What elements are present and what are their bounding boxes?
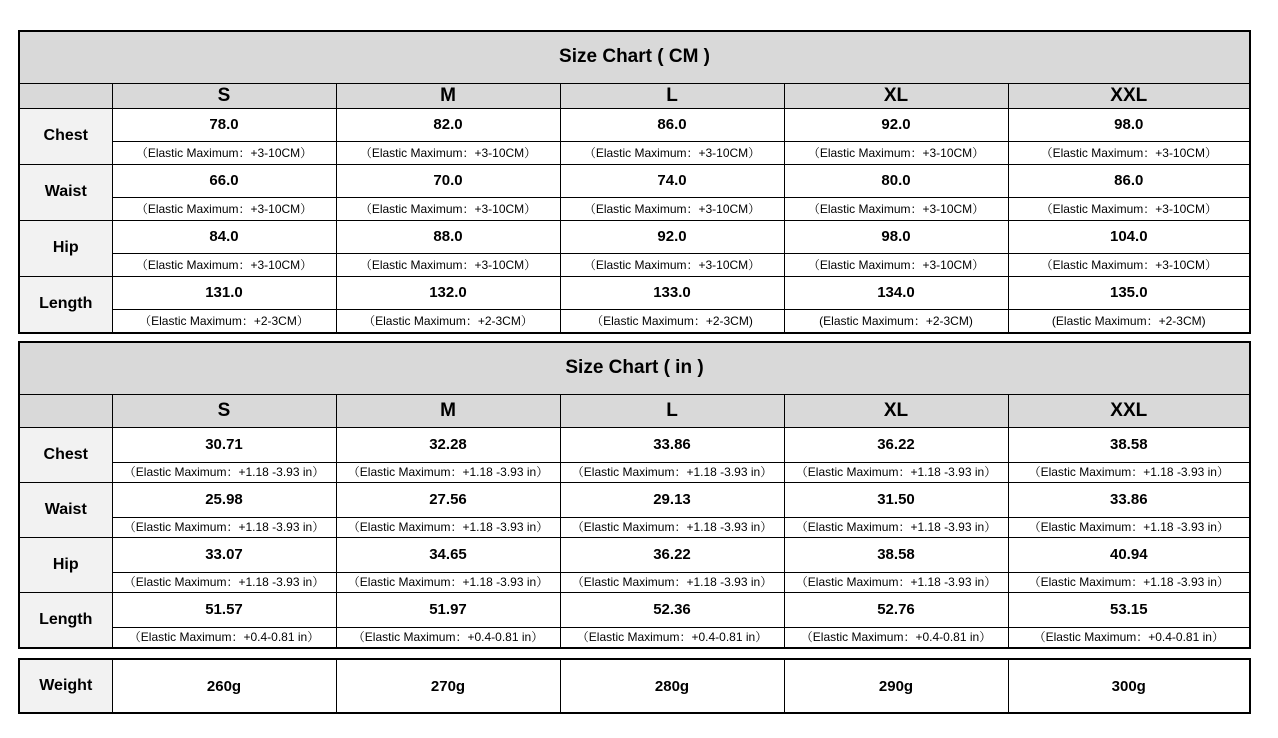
- measure-value: 53.15: [1110, 600, 1148, 618]
- measure-cell: [784, 427, 1008, 482]
- measure-row: [19, 537, 1250, 592]
- row-label-waist: Waist: [19, 164, 112, 220]
- measure-value: 86.0: [657, 115, 687, 133]
- weight-table: [18, 658, 1251, 714]
- measure-value: 27.56: [429, 490, 467, 508]
- measure-value: 70.0: [433, 171, 463, 189]
- measure-value: 51.57: [205, 600, 243, 618]
- measure-value: 66.0: [209, 171, 239, 189]
- measure-cell: [784, 276, 1008, 333]
- measure-value: 135.0: [1110, 283, 1148, 301]
- measure-cell: [1008, 164, 1250, 220]
- measure-cell: [336, 220, 560, 276]
- measure-cell: [1008, 108, 1250, 164]
- elastic-note: （Elastic Maximum：+0.4-0.81 in）: [1009, 627, 1250, 647]
- elastic-note: （Elastic Maximum：+1.18 -3.93 in）: [785, 517, 1008, 537]
- elastic-note: （Elastic Maximum：+3-10CM）: [113, 141, 336, 164]
- row-label-length: Length: [19, 276, 112, 333]
- measure-value: 32.28: [429, 435, 467, 453]
- measure-cell: [1008, 537, 1250, 592]
- measure-cell: [112, 108, 336, 164]
- measure-cell: [1008, 220, 1250, 276]
- measure-value: 98.0: [881, 227, 911, 245]
- measure-cell: [560, 537, 784, 592]
- elastic-note: (Elastic Maximum：+2-3CM): [1009, 309, 1250, 332]
- elastic-note: (Elastic Maximum：+2-3CM): [785, 309, 1008, 332]
- measure-value: 131.0: [205, 283, 243, 301]
- measure-cell: [1008, 482, 1250, 537]
- row-label-chest: Chest: [19, 108, 112, 164]
- measure-value: 33.86: [1110, 490, 1148, 508]
- elastic-note: （Elastic Maximum：+3-10CM）: [113, 253, 336, 276]
- measure-value: 36.22: [877, 435, 915, 453]
- measure-cell: [336, 164, 560, 220]
- measure-cell: [112, 276, 336, 333]
- measure-cell: [1008, 427, 1250, 482]
- elastic-note: （Elastic Maximum：+3-10CM）: [337, 141, 560, 164]
- measure-value: 36.22: [653, 545, 691, 563]
- size-header-s: S: [112, 83, 336, 108]
- measure-cell: [112, 482, 336, 537]
- elastic-note: （Elastic Maximum：+3-10CM）: [561, 197, 784, 220]
- measure-value: 34.65: [429, 545, 467, 563]
- measure-cell: [784, 537, 1008, 592]
- measure-value: 74.0: [657, 171, 687, 189]
- measure-cell: [784, 482, 1008, 537]
- row-label-waist: Waist: [19, 482, 112, 537]
- measure-cell: [784, 592, 1008, 648]
- size-header-l: L: [560, 394, 784, 427]
- elastic-note: （Elastic Maximum：+1.18 -3.93 in）: [561, 517, 784, 537]
- weight-value-xl: 290g: [784, 659, 1008, 713]
- measure-cell: [560, 427, 784, 482]
- measure-cell: [560, 220, 784, 276]
- measure-cell: [336, 592, 560, 648]
- measure-value: 25.98: [205, 490, 243, 508]
- elastic-note: （Elastic Maximum：+1.18 -3.93 in）: [785, 572, 1008, 592]
- elastic-note: （Elastic Maximum：+3-10CM）: [561, 141, 784, 164]
- size-chart-in-title: Size Chart ( in ): [19, 342, 1250, 394]
- row-label-length: Length: [19, 592, 112, 648]
- measure-cell: [112, 427, 336, 482]
- elastic-note: （Elastic Maximum：+1.18 -3.93 in）: [113, 517, 336, 537]
- measure-cell: [1008, 276, 1250, 333]
- measure-row: [19, 164, 1250, 220]
- elastic-note: （Elastic Maximum：+3-10CM）: [785, 197, 1008, 220]
- size-chart-cm-title: Size Chart ( CM ): [19, 31, 1250, 83]
- elastic-note: （Elastic Maximum：+1.18 -3.93 in）: [1009, 572, 1250, 592]
- measure-cell: [560, 592, 784, 648]
- measure-row: [19, 592, 1250, 648]
- weight-value-l: 280g: [560, 659, 784, 713]
- elastic-note: （Elastic Maximum：+1.18 -3.93 in）: [113, 462, 336, 482]
- measure-value: 104.0: [1110, 227, 1148, 245]
- measure-value: 38.58: [1110, 435, 1148, 453]
- elastic-note: （Elastic Maximum：+3-10CM）: [561, 253, 784, 276]
- size-header-xl: XL: [784, 394, 1008, 427]
- measure-value: 82.0: [433, 115, 463, 133]
- weight-label: Weight: [19, 659, 112, 713]
- measure-value: 33.86: [653, 435, 691, 453]
- measure-value: 134.0: [877, 283, 915, 301]
- size-header-m: M: [336, 83, 560, 108]
- measure-cell: [336, 427, 560, 482]
- measure-value: 92.0: [657, 227, 687, 245]
- elastic-note: （Elastic Maximum：+1.18 -3.93 in）: [561, 462, 784, 482]
- measure-value: 88.0: [433, 227, 463, 245]
- corner-cell: [19, 394, 112, 427]
- measure-value: 84.0: [209, 227, 239, 245]
- weight-value-m: 270g: [336, 659, 560, 713]
- measure-value: 80.0: [881, 171, 911, 189]
- measure-cell: [784, 108, 1008, 164]
- elastic-note: （Elastic Maximum：+1.18 -3.93 in）: [113, 572, 336, 592]
- measure-value: 78.0: [209, 115, 239, 133]
- measure-cell: [336, 482, 560, 537]
- measure-row: [19, 220, 1250, 276]
- elastic-note: （Elastic Maximum：+2-3CM）: [337, 309, 560, 332]
- measure-cell: [112, 164, 336, 220]
- elastic-note: （Elastic Maximum：+0.4-0.81 in）: [785, 627, 1008, 647]
- measure-value: 30.71: [205, 435, 243, 453]
- elastic-note: （Elastic Maximum：+3-10CM）: [337, 253, 560, 276]
- elastic-note: （Elastic Maximum：+3-10CM）: [1009, 253, 1250, 276]
- elastic-note: （Elastic Maximum：+1.18 -3.93 in）: [1009, 517, 1250, 537]
- size-header-xxl: XXL: [1008, 394, 1250, 427]
- row-label-hip: Hip: [19, 220, 112, 276]
- elastic-note: （Elastic Maximum：+1.18 -3.93 in）: [1009, 462, 1250, 482]
- measure-cell: [560, 108, 784, 164]
- row-label-hip: Hip: [19, 537, 112, 592]
- elastic-note: （Elastic Maximum：+1.18 -3.93 in）: [337, 572, 560, 592]
- measure-cell: [112, 220, 336, 276]
- elastic-note: （Elastic Maximum：+3-10CM）: [1009, 197, 1250, 220]
- size-header-xl: XL: [784, 83, 1008, 108]
- measure-value: 133.0: [653, 283, 691, 301]
- measure-cell: [560, 276, 784, 333]
- measure-cell: [560, 482, 784, 537]
- weight-value-xxl: 300g: [1008, 659, 1250, 713]
- elastic-note: （Elastic Maximum：+2-3CM）: [113, 309, 336, 332]
- elastic-note: （Elastic Maximum：+3-10CM）: [785, 141, 1008, 164]
- elastic-note: （Elastic Maximum：+1.18 -3.93 in）: [561, 572, 784, 592]
- elastic-note: （Elastic Maximum：+1.18 -3.93 in）: [337, 517, 560, 537]
- row-label-chest: Chest: [19, 427, 112, 482]
- elastic-note: （Elastic Maximum：+3-10CM）: [1009, 141, 1250, 164]
- elastic-note: （Elastic Maximum：+0.4-0.81 in）: [113, 627, 336, 647]
- elastic-note: （Elastic Maximum：+3-10CM）: [337, 197, 560, 220]
- measure-value: 51.97: [429, 600, 467, 618]
- measure-row: [19, 482, 1250, 537]
- elastic-note: （Elastic Maximum：+1.18 -3.93 in）: [337, 462, 560, 482]
- measure-value: 98.0: [1114, 115, 1144, 133]
- measure-cell: [560, 164, 784, 220]
- measure-value: 31.50: [877, 490, 915, 508]
- measure-row: [19, 427, 1250, 482]
- elastic-note: （Elastic Maximum：+3-10CM）: [785, 253, 1008, 276]
- measure-cell: [336, 537, 560, 592]
- size-header-s: S: [112, 394, 336, 427]
- measure-value: 52.76: [877, 600, 915, 618]
- size-chart-cm-table: [18, 30, 1251, 334]
- measure-value: 86.0: [1114, 171, 1144, 189]
- measure-cell: [1008, 592, 1250, 648]
- elastic-note: （Elastic Maximum：+0.4-0.81 in）: [561, 627, 784, 647]
- measure-value: 92.0: [881, 115, 911, 133]
- size-chart-in-table: [18, 341, 1251, 649]
- measure-value: 38.58: [877, 545, 915, 563]
- elastic-note: （Elastic Maximum：+1.18 -3.93 in）: [785, 462, 1008, 482]
- measure-value: 40.94: [1110, 545, 1148, 563]
- elastic-note: （Elastic Maximum：+3-10CM）: [113, 197, 336, 220]
- measure-value: 33.07: [205, 545, 243, 563]
- weight-value-s: 260g: [112, 659, 336, 713]
- corner-cell: [19, 83, 112, 108]
- measure-value: 29.13: [653, 490, 691, 508]
- measure-cell: [336, 108, 560, 164]
- size-header-m: M: [336, 394, 560, 427]
- measure-row: [19, 276, 1250, 333]
- measure-cell: [112, 537, 336, 592]
- measure-row: [19, 108, 1250, 164]
- measure-cell: [112, 592, 336, 648]
- measure-cell: [784, 164, 1008, 220]
- size-header-l: L: [560, 83, 784, 108]
- measure-cell: [336, 276, 560, 333]
- elastic-note: （Elastic Maximum：+2-3CM): [561, 309, 784, 332]
- size-header-xxl: XXL: [1008, 83, 1250, 108]
- measure-value: 52.36: [653, 600, 691, 618]
- measure-cell: [784, 220, 1008, 276]
- measure-value: 132.0: [429, 283, 467, 301]
- elastic-note: （Elastic Maximum：+0.4-0.81 in）: [337, 627, 560, 647]
